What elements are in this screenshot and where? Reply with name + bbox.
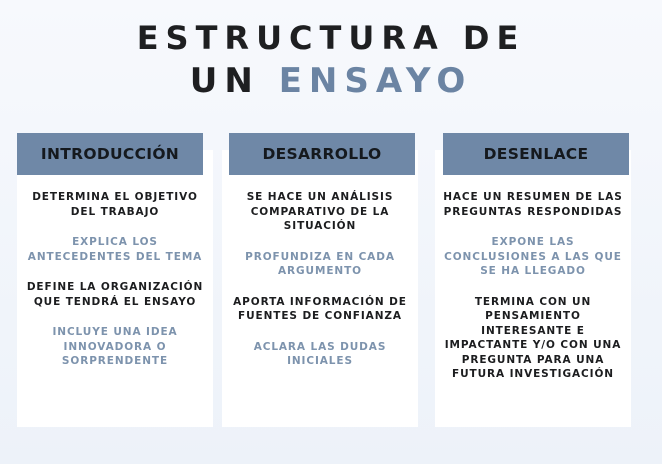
column-header-desarrollo: DESARROLLO — [229, 133, 415, 175]
list-item: ACLARA LAS DUDAS INICIALES — [253, 340, 387, 367]
list-item: HACE UN RESUMEN DE LAS PREGUNTAS RESPONDIDAS — [443, 191, 623, 218]
list-item: SE HACE UN ANÁLISIS COMPARATIVO DE LA SITUACIÓN — [246, 191, 394, 232]
list-item: INCLUYE UNA IDEA INNOVADORA O SORPRENDENTE — [52, 326, 178, 367]
column-header-desenlace: DESENLACE — [443, 133, 629, 175]
column-body-introduccion — [17, 190, 213, 385]
list-item: DETERMINA EL OBJETIVO DEL TRABAJO — [32, 191, 198, 218]
title-accent: ENSAYO — [278, 61, 473, 101]
diagram-title-line2 — [0, 61, 662, 101]
title-prefix: UN — [189, 61, 260, 101]
diagram-title-line1 — [0, 19, 662, 57]
column-header-introduccion: INTRODUCCIÓN — [17, 133, 203, 175]
list-item: EXPONE LAS CONCLUSIONES A LAS QUE SE HA LLEGADO — [444, 236, 622, 277]
column-body-desarrollo — [222, 190, 418, 385]
list-item: APORTA INFORMACIÓN DE FUENTES DE CONFIANZA — [233, 295, 407, 322]
list-item: DEFINE LA ORGANIZACIÓN QUE TENDRÁ EL ENSAYO — [26, 281, 204, 308]
list-item: PROFUNDIZA EN CADA ARGUMENTO — [245, 250, 395, 277]
column-body-desenlace — [435, 190, 631, 398]
list-item: EXPLICA LOS ANTECEDENTES DEL TEMA — [27, 236, 203, 263]
title-text: ESTRUCTURA DE — [136, 19, 526, 57]
list-item: TERMINA CON UN PENSAMIENTO INTERESANTE E IMPACTANTE Y/O CON UNA PREGUNTA PARA UNA FUTURA INVESTIGACIÓN — [444, 295, 622, 380]
